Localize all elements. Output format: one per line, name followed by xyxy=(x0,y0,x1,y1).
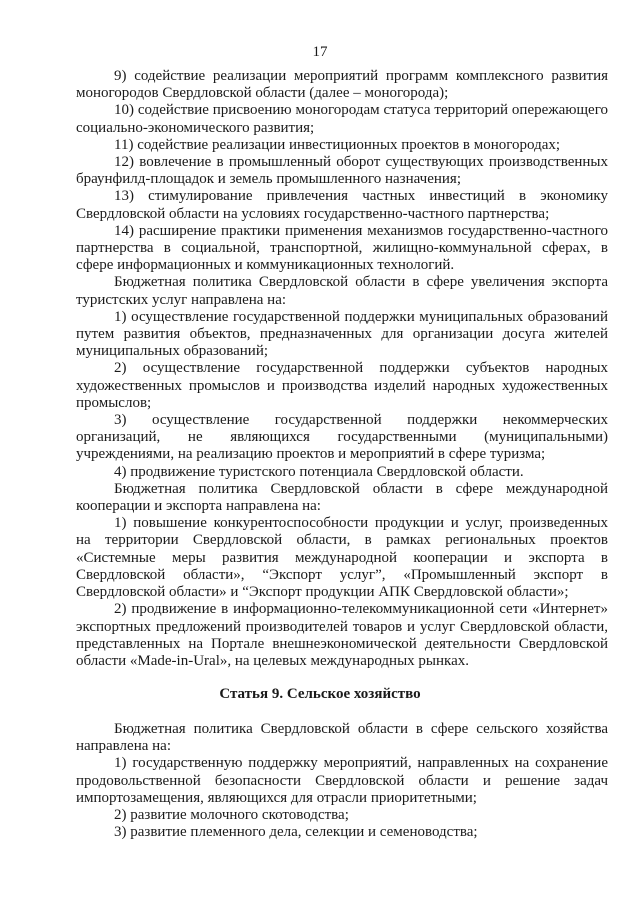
paragraph: 13) стимулирование привлечения частных инвестиций в экономику Свердловской области на условиях государственно-частного партнерства; xyxy=(76,188,608,222)
paragraph: 1) государственную поддержку мероприятий, направленных на сохранение продовольственной безопасности Свердловской области и решение задач импортозамещения, являющихся для отрасли приоритетными; xyxy=(76,755,608,806)
paragraph: 2) продвижение в информационно-телекоммуникационной сети «Интернет» экспортных предложений производителей товаров и услуг Свердловской области, представленных на Портале внешнеэкономической деятельности Свердловской области «Made-in-Ural», на целевых международных рынках. xyxy=(76,601,608,669)
paragraph: 4) продвижение туристского потенциала Свердловской области. xyxy=(114,463,524,480)
paragraph: 14) расширение практики применения механизмов государственно-частного партнерства в социальной, транспортной, жилищно-коммунальной сферах, в сфере информационных и коммуникационных технологий. xyxy=(76,222,608,274)
article-body xyxy=(76,721,608,841)
paragraph: 2) осуществление государственной поддержки субъектов народных художественных промыслов и производства изделий народных художественных промыслов; xyxy=(76,360,608,411)
paragraph: 2) развитие молочного скотоводства; xyxy=(114,807,349,824)
paragraph: 10) содействие присвоению моногородам статуса территорий опережающего социально-экономического развития; xyxy=(76,102,608,136)
paragraph: 3) развитие племенного дела, селекции и семеноводства; xyxy=(114,824,478,841)
article-heading: Статья 9. Сельское хозяйство xyxy=(219,686,421,702)
paragraph: Бюджетная политика Свердловской области в сфере увеличения экспорта туристских услуг направлена на: xyxy=(76,274,608,308)
page-number: 17 xyxy=(312,44,328,60)
paragraph: Бюджетная политика Свердловской области в сфере международной кооперации и экспорта направлена на: xyxy=(76,480,608,515)
paragraph: 1) осуществление государственной поддержки муниципальных образований путем развития объектов, предназначенных для организации досуга жителей муниципальных образований; xyxy=(76,308,608,360)
paragraph: Бюджетная политика Свердловской области в сфере сельского хозяйства направлена на: xyxy=(76,721,608,755)
paragraph: 1) повышение конкурентоспособности продукции и услуг, произведенных на территории Свердловской области, в рамках региональных проектов «Системные меры развития международной кооперации и экспорта в Свердловской области», “Экспорт услуг”, «Промышленный экспорт в Свердловской области» и “Экспорт продукции АПК Свердловской области»; xyxy=(76,515,608,601)
paragraph: 12) вовлечение в промышленный оборот существующих производственных браунфилд-площадок и земель промышленного назначения; xyxy=(76,154,608,188)
document-body xyxy=(76,68,608,670)
paragraph: 9) содействие реализации мероприятий программ комплексного развития моногородов Свердловской области (далее – моногорода); xyxy=(76,68,608,102)
paragraph: 3) осуществление государственной поддержки некоммерческих организаций, не являющихся государственными (муниципальными) учреждениями, на реализацию проектов и мероприятий в сфере туризма; xyxy=(76,412,608,463)
paragraph: 11) содействие реализации инвестиционных проектов в моногородах; xyxy=(114,136,561,153)
